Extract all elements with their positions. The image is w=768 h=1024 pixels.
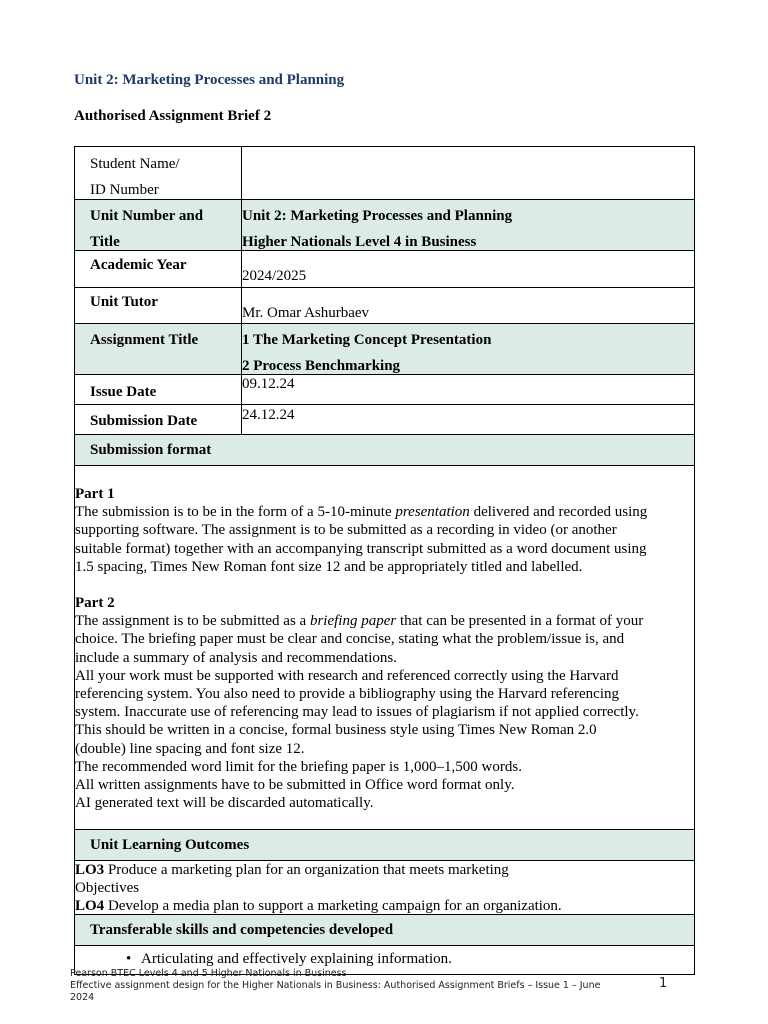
unit-tutor-label: Unit Tutor: [75, 288, 242, 323]
assignment-title-value: [242, 324, 694, 374]
submission-date-label: Submission Date: [75, 405, 242, 434]
part2-line: system. Inaccurate use of referencing may lead to issues of plagiarism if not applied correctly.: [75, 704, 639, 721]
part1-text: delivered and recorded using: [469, 504, 648, 521]
student-name-label: [75, 147, 242, 199]
unit-number-value-line1: Unit 2: Marketing Processes and Planning: [242, 208, 513, 224]
lo4-line: [75, 897, 694, 915]
learning-outcomes-heading: Unit Learning Outcomes: [90, 837, 250, 853]
row-submission-format-header: [75, 435, 694, 466]
part2-line: The recommended word limit for the briefing paper is 1,000–1,500 words.: [75, 758, 522, 775]
part1-section: [75, 466, 694, 576]
row-academic-year: [75, 251, 694, 288]
row-issue-date: [75, 375, 694, 405]
row-unit-tutor: [75, 288, 694, 324]
unit-number-label-line1: Unit Number and: [90, 208, 204, 224]
part2-line: include a summary of analysis and recommendations.: [75, 649, 397, 666]
part2-line: This should be written in a concise, formal business style using Times New Roman 2.0: [75, 722, 597, 739]
unit-number-value: [242, 200, 694, 250]
row-student-name: [75, 147, 694, 200]
issue-date-value: 09.12.24: [242, 376, 295, 392]
page-number: 1: [659, 976, 668, 991]
lo4-text: Develop a media plan to support a marketing campaign for an organization.: [104, 898, 562, 915]
part2-line: [75, 612, 694, 630]
part1-emphasis: presentation: [395, 504, 470, 521]
assignment-title-label: Assignment Title: [75, 324, 242, 374]
learning-outcomes-list: [75, 861, 694, 916]
transferable-skill-text: Articulating and effectively explaining information.: [141, 951, 452, 967]
part2-line: choice. The briefing paper must be clear and concise, stating what the problem/issue is, and: [75, 631, 625, 648]
lo3-code: LO3: [75, 862, 105, 878]
unit-heading: Unit 2: Marketing Processes and Planning: [74, 72, 345, 88]
part2-line: All your work must be supported with research and referenced correctly using the Harvard: [75, 667, 619, 684]
part2-section: [75, 576, 694, 812]
row-learning-outcomes-header: [75, 830, 694, 861]
row-learning-outcomes-body: [75, 861, 694, 915]
academic-year-label: Academic Year: [75, 251, 242, 287]
row-submission-date: [75, 405, 694, 435]
part1-line: 1.5 spacing, Times New Roman font size 12 and be appropriately titled and labelled.: [75, 558, 583, 575]
academic-year-value: 2024/2025: [242, 268, 307, 284]
assignment-title-value-line2: 2 Process Benchmarking: [242, 358, 401, 374]
part2-line: All written assignments have to be submitted in Office word format only.: [75, 777, 515, 794]
lo3-line: [75, 861, 694, 879]
part2-text: that can be presented in a format of your: [396, 613, 644, 630]
lo3-line-continued: Objectives: [75, 880, 140, 897]
footer-line1: Pearson BTEC Levels 4 and 5 Higher Nationals in Business: [70, 968, 347, 979]
part1-line: supporting software. The assignment is to be submitted as a recording in video (or another: [75, 522, 617, 539]
lo4-code: LO4: [75, 898, 105, 915]
part1-title: Part 1: [75, 486, 115, 502]
submission-format-heading: Submission format: [90, 442, 212, 458]
student-name-value: [242, 147, 694, 199]
part1-text: The submission is to be in the form of a 5-10-minute: [75, 504, 396, 521]
part2-emphasis: briefing paper: [309, 613, 397, 630]
part2-title: Part 2: [75, 595, 115, 612]
row-transferable-skills-header: [75, 915, 694, 946]
student-name-label-line2: ID Number: [90, 182, 159, 198]
footer-line3: 2024: [70, 992, 95, 1003]
bullet-icon: •: [126, 951, 132, 967]
brief-heading: Authorised Assignment Brief 2: [74, 108, 272, 124]
issue-date-label: Issue Date: [75, 375, 242, 404]
unit-number-label: [75, 200, 242, 250]
row-unit-number: [75, 200, 694, 251]
lo3-text: Produce a marketing plan for an organization that meets marketing: [104, 862, 509, 878]
row-assignment-title: [75, 324, 694, 375]
part2-line: (double) line spacing and font size 12.: [75, 740, 305, 757]
part2-line: referencing system. You also need to provide a bibliography using the Harvard referencing: [75, 686, 620, 703]
part2-text: The assignment is to be submitted as a: [75, 613, 310, 630]
assignment-title-value-line1: 1 The Marketing Concept Presentation: [242, 332, 492, 348]
assignment-brief-table: [74, 146, 695, 975]
part1-line: suitable format) together with an accompanying transcript submitted as a word document using: [75, 540, 647, 557]
unit-number-value-line2: Higher Nationals Level 4 in Business: [242, 234, 477, 250]
part1-line: [75, 503, 694, 521]
submission-date-value: 24.12.24: [242, 407, 295, 423]
part2-line: AI generated text will be discarded automatically.: [75, 795, 374, 812]
student-name-label-line1: Student Name/: [90, 156, 180, 172]
page-footer: [70, 968, 630, 1004]
transferable-skills-heading: Transferable skills and competencies developed: [90, 922, 394, 938]
unit-number-label-line2: Title: [90, 234, 120, 250]
unit-tutor-value: Mr. Omar Ashurbaev: [242, 305, 370, 321]
footer-line2: Effective assignment design for the Higher Nationals in Business: Authorised Assignment Briefs – Issue 1 – June: [70, 980, 601, 991]
row-submission-format-body: [75, 466, 694, 830]
